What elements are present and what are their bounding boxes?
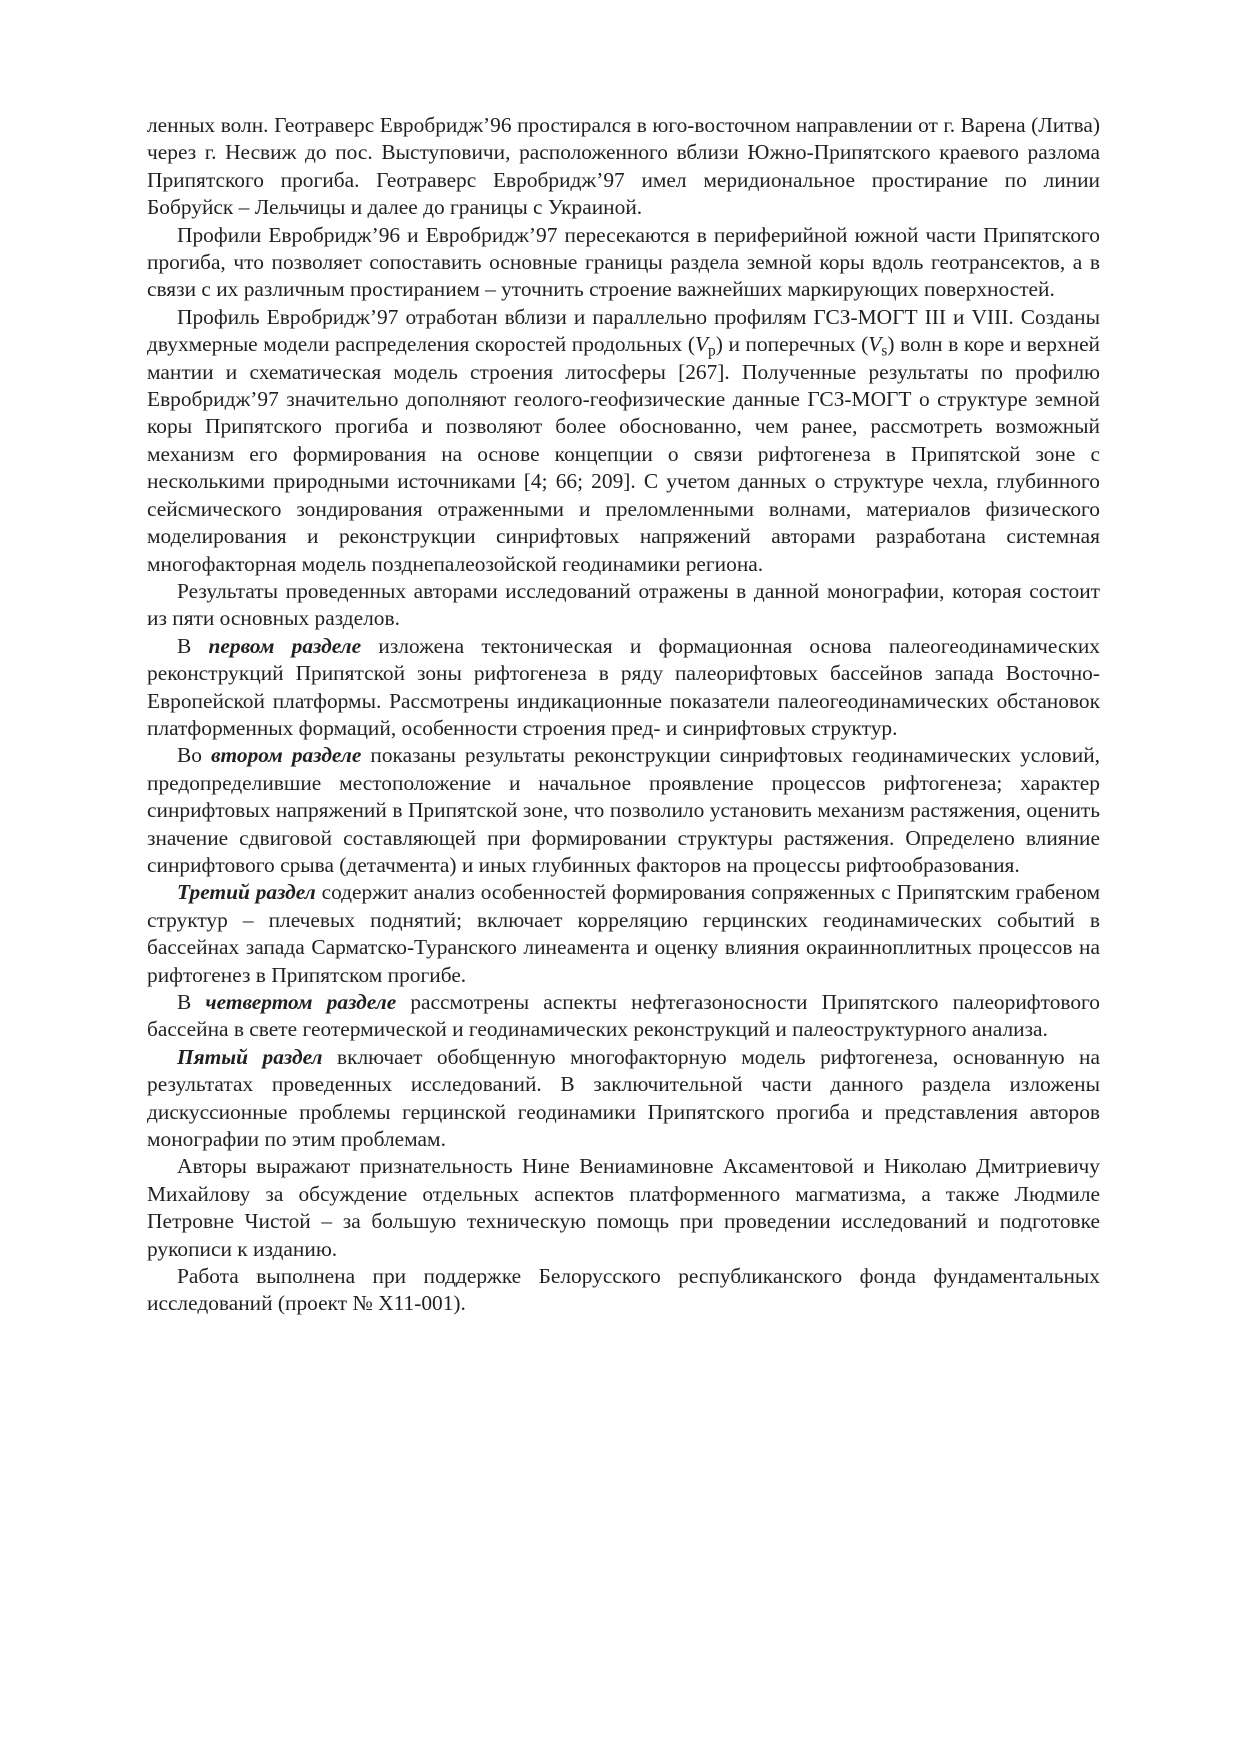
paragraph-section-2 bbox=[147, 742, 1100, 879]
section-title-emphasis: Пятый раздел bbox=[177, 1044, 323, 1069]
text-segment: рассмотрены аспекты нефтегазоносности Припятского палеорифтового бассейна в свете геотермической и геодинамических реконструкций и палеоструктурного анализа. bbox=[147, 990, 1100, 1042]
text-segment: содержит анализ особенностей формирования сопряженных с Припятским грабеном структур – плечевых поднятий; включает корреляцию герцинских геодинамических событий в бассейнах запада Сарматско-Туранского линеамента и оценку влияния окраинноплитных процессов на рифтогенез в Припятском прогибе. bbox=[147, 880, 1100, 987]
text-segment: изложена тектоническая и формационная основа палеогеодинамических реконструкций Припятской зоны рифтогенеза в ряду палеорифтовых бассейнов запада Восточно-Европейской платформы. Рассмотрены индикационные показатели палеогеодинамических обстановок платформенных формаций, особенности строения пред- и синрифтовых структур. bbox=[147, 633, 1100, 740]
text-segment: В bbox=[177, 633, 209, 658]
section-title-emphasis: четвертом разделе bbox=[205, 990, 397, 1014]
paragraph-funding: Работа выполнена при поддержке Белорусского республиканского фонда фундаментальных исследований (проект № Х11-001). bbox=[147, 1264, 1100, 1316]
paragraph-profiles-intersection: Профили Евробридж’96 и Евробридж’97 пересекаются в периферийной южной части Припятского прогиба, что позволяет сопоставить основные границы раздела земной коры вдоль геотрансектов, а в связи с их различным простиранием – уточнить строение важнейших маркирующих поверхностей. bbox=[147, 222, 1100, 302]
velocity-symbol: V bbox=[868, 332, 882, 357]
text-segment: В bbox=[177, 990, 206, 1014]
paragraph-section-3 bbox=[147, 879, 1100, 989]
paragraph-monograph-structure: Результаты проведенных авторами исследований отражены в данной монографии, которая состоит из пяти основных разделов. bbox=[147, 578, 1100, 631]
document-body bbox=[147, 112, 1100, 1318]
subscript-p: p bbox=[708, 342, 716, 360]
text-segment: ) и поперечных ( bbox=[715, 332, 869, 357]
text-segment: показаны результаты реконструкции синрифтовых геодинамических условий, предопределившие местоположение и начальное проявление процессов рифтогенеза; характер синрифтовых напряжений в Припятской зоне, что позволило установить механизм растяжения, оценить значение сдвиговой составляющей при формировании структуры растяжения. Определено влияние синрифтового срыва (детачмента) и иных глубинных факторов на процессы рифтообразования. bbox=[147, 743, 1101, 877]
section-title-emphasis: первом разделе bbox=[208, 633, 362, 658]
text-segment: ) волн в коре и верхней мантии и схематическая модель строения литосферы [267]. Полученные результаты по профилю Евробридж’97 значительно дополняют геолого-геофизические данные ГСЗ-МОГТ о структуре земной коры Припятского прогиба и позволяют более обоснованно, чем ранее, рассмотреть возможный механизм его формирования на основе концепции о связи рифтогенеза в Припятской зоне с несколькими природными источниками [4; 66; 209]. С учетом данных о структуре чехла, глубинного сейсмического зондирования отраженными и преломленными волнами, материалов физического моделирования и реконструкции синрифтовых напряжений авторами разработана системная многофакторная модель позднепалеозойской геодинамики региона. bbox=[147, 332, 1101, 576]
section-title-emphasis: втором разделе bbox=[211, 743, 362, 768]
paragraph-section-1 bbox=[147, 633, 1100, 743]
paragraph-section-5 bbox=[147, 1044, 1100, 1154]
subscript-s: s bbox=[881, 342, 888, 360]
text-segment: включает обобщенную многофакторную модель рифтогенеза, основанную на результатах проведенных исследований. В заключительной части данного раздела изложены дискуссионные проблемы герцинской геодинамики Припятского прогиба и представления авторов монографии по этим проблемам. bbox=[147, 1044, 1100, 1152]
text-segment: Профиль Евробридж’97 отработан вблизи и параллельно профилям ГСЗ-МОГТ III и VIII. Созданы двухмерные модели распределения скоростей продольных ( bbox=[147, 304, 1100, 357]
paragraph-section-4 bbox=[147, 989, 1100, 1044]
velocity-symbol: V bbox=[694, 332, 709, 357]
text-segment: Во bbox=[177, 743, 211, 768]
paragraph-acknowledgements: Авторы выражают признательность Нине Вениаминовне Аксаментовой и Николаю Дмитриевичу Михайлову за обсуждение отдельных аспектов платформенного магматизма, а также Людмиле Петровне Чистой – за большую техническую помощь при проведении исследований и подготовке рукописи к изданию. bbox=[147, 1154, 1100, 1261]
section-title-emphasis: Третий раздел bbox=[177, 880, 316, 905]
paragraph-intro-continuation: ленных волн. Геотраверс Евробридж’96 простирался в юго-восточном направлении от г. Варена (Литва) через г. Несвиж до пос. Выступовичи, расположенного вблизи Южно-Припятского краевого разлома Припятского прогиба. Геотраверс Евробридж’97 имел меридиональное простирание по линии Бобруйск – Лельчицы и далее до границы с Украиной. bbox=[147, 113, 1100, 220]
paragraph-eurobridge97 bbox=[147, 304, 1100, 578]
